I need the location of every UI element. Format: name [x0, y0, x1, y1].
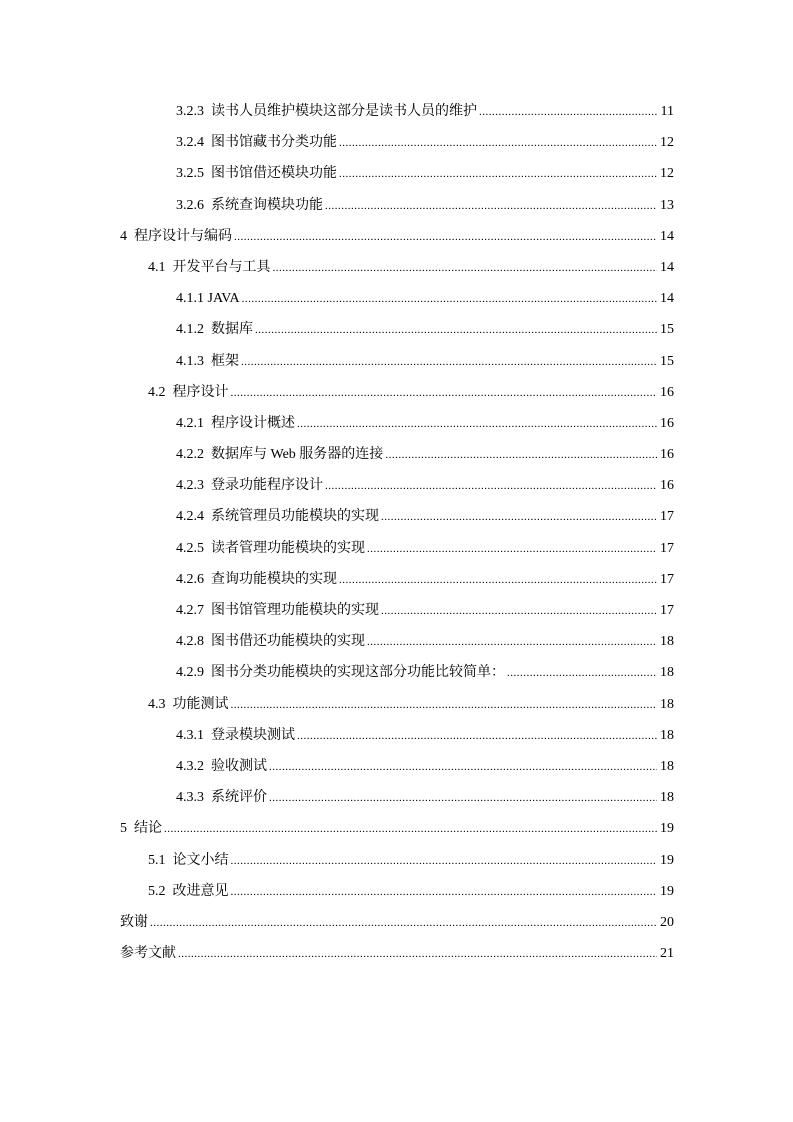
toc-entry-number: 4.3.1 — [176, 727, 204, 743]
toc-entry-title — [176, 439, 383, 470]
toc-entry-page: 14 — [660, 228, 674, 244]
dot-leader — [231, 690, 658, 721]
toc-entry-page: 14 — [660, 259, 674, 275]
toc-entry-title — [176, 408, 295, 439]
dot-leader — [269, 752, 657, 783]
toc-entry-title — [148, 252, 271, 283]
toc-entry-title — [176, 470, 323, 501]
toc-entry-number: 5.1 — [148, 852, 166, 868]
toc-entry-page: 16 — [660, 415, 674, 431]
toc-entry-title — [176, 314, 253, 345]
toc-entry-text: 功能测试 — [172, 696, 229, 712]
toc-entry-number: 4.2.2 — [176, 447, 204, 463]
toc-entry[interactable] — [120, 158, 674, 189]
dot-leader — [385, 440, 657, 471]
toc-entry-text: 框架 — [211, 353, 239, 369]
toc-entry[interactable] — [120, 845, 674, 876]
toc-entry-title — [176, 501, 379, 532]
toc-entry-text: 登录功能程序设计 — [211, 478, 323, 494]
toc-entry-text: 系统查询模块功能 — [211, 197, 323, 213]
toc-entry-title — [148, 845, 229, 876]
dot-leader — [164, 814, 657, 845]
dot-leader — [297, 721, 657, 752]
toc-entry[interactable] — [120, 626, 674, 657]
dot-leader — [150, 908, 657, 939]
toc-entry-number: 4.2 — [148, 384, 166, 400]
toc-entry-number: 4.2.4 — [176, 509, 204, 525]
dot-leader — [479, 97, 658, 128]
toc-entry-text: 系统管理员功能模块的实现 — [211, 509, 379, 525]
toc-entry-title — [176, 533, 365, 564]
toc-entry[interactable] — [120, 221, 674, 252]
toc-entry-page: 19 — [660, 883, 674, 899]
toc-entry-number: 5.2 — [148, 883, 166, 899]
dot-leader — [273, 253, 658, 284]
toc-entry-number: 4.1.1 — [176, 291, 204, 307]
toc-entry[interactable] — [120, 938, 674, 969]
toc-entry-page: 19 — [660, 821, 674, 837]
toc-entry[interactable] — [120, 470, 674, 501]
toc-entry-number: 3.2.5 — [176, 166, 204, 182]
toc-entry[interactable] — [120, 689, 674, 720]
toc-entry-text: 数据库与 Web 服务器的连接 — [211, 447, 384, 463]
toc-entry-title — [176, 626, 365, 657]
toc-entry-page: 18 — [660, 790, 674, 806]
toc-entry-text: 改进意见 — [172, 883, 229, 899]
dot-leader — [339, 159, 657, 190]
toc-entry[interactable] — [120, 595, 674, 626]
toc-entry-text: 致谢 — [120, 914, 148, 930]
toc-entry-title — [176, 127, 337, 158]
toc-entry-text: 系统评价 — [211, 790, 267, 806]
toc-entry-text: 图书馆借还模块功能 — [211, 166, 337, 182]
toc-entry-title — [176, 595, 379, 626]
dot-leader — [325, 191, 657, 222]
toc-entry-text: 参考文献 — [120, 946, 176, 962]
dot-leader — [231, 378, 658, 409]
toc-entry-page: 18 — [660, 696, 674, 712]
dot-leader — [367, 534, 657, 565]
toc-entry-title — [176, 346, 239, 377]
toc-entry-title — [176, 283, 240, 314]
toc-entry[interactable] — [120, 314, 674, 345]
toc-entry[interactable] — [120, 657, 674, 688]
toc-entry-page: 17 — [660, 540, 674, 556]
toc-entry-page: 17 — [660, 571, 674, 587]
toc-entry-page: 12 — [660, 135, 674, 151]
toc-entry[interactable] — [120, 408, 674, 439]
toc-entry[interactable] — [120, 907, 674, 938]
toc-entry-text: 读书人员维护模块这部分是读书人员的维护 — [211, 104, 477, 119]
toc-entry-number: 4.3 — [148, 696, 166, 712]
dot-leader — [231, 846, 658, 877]
toc-entry-title — [176, 190, 323, 221]
toc-entry-page: 18 — [660, 634, 674, 650]
toc-entry-number: 5 — [120, 821, 127, 837]
toc-entry[interactable] — [120, 127, 674, 158]
toc-entry-number: 3.2.4 — [176, 135, 204, 151]
toc-entry-page: 16 — [660, 478, 674, 494]
toc-entry-title — [148, 876, 229, 907]
toc-entry-number: 3.2.3 — [176, 104, 204, 119]
toc-entry-number: 4.2.1 — [176, 415, 204, 431]
dot-leader — [381, 502, 657, 533]
toc-entry[interactable] — [120, 377, 674, 408]
toc-entry-text: 程序设计与编码 — [134, 228, 232, 244]
toc-entry-text: 开发平台与工具 — [172, 259, 271, 275]
toc-entry-number: 4.2.6 — [176, 571, 204, 587]
toc-entry[interactable] — [120, 813, 674, 844]
toc-entry[interactable] — [120, 501, 674, 532]
toc-entry[interactable] — [120, 346, 674, 377]
toc-entry[interactable] — [120, 283, 674, 314]
toc-entry-number: 4.2.3 — [176, 478, 204, 494]
toc-entry-title — [120, 221, 232, 252]
toc-entry-page: 15 — [660, 322, 674, 338]
dot-leader — [234, 222, 657, 253]
toc-entry-page: 18 — [660, 758, 674, 774]
toc-entry-text: 结论 — [134, 821, 162, 837]
toc-entry-page: 15 — [660, 353, 674, 369]
toc-entry-title — [176, 720, 295, 751]
toc-entry-title — [120, 907, 148, 938]
toc-entry-text: 图书馆藏书分类功能 — [211, 135, 337, 151]
table-of-contents — [120, 96, 674, 969]
toc-entry[interactable] — [120, 720, 674, 751]
toc-entry-text: 论文小结 — [172, 852, 229, 868]
toc-entry-title — [176, 751, 267, 782]
dot-leader — [255, 315, 657, 346]
dot-leader — [297, 409, 657, 440]
dot-leader — [178, 939, 657, 970]
toc-entry[interactable] — [120, 96, 674, 127]
toc-entry-number: 4.3.3 — [176, 790, 204, 806]
dot-leader — [381, 596, 657, 627]
toc-entry-number: 4.2.9 — [176, 665, 204, 681]
toc-entry-page: 14 — [660, 291, 674, 307]
toc-entry-page: 11 — [660, 104, 674, 119]
dot-leader — [367, 627, 657, 658]
toc-entry[interactable] — [120, 190, 674, 221]
toc-entry-title — [176, 782, 267, 813]
toc-entry-title — [176, 657, 505, 688]
toc-entry-number: 4.3.2 — [176, 758, 204, 774]
toc-entry-title — [120, 938, 176, 969]
toc-entry[interactable] — [120, 252, 674, 283]
toc-entry-page: 17 — [660, 509, 674, 525]
toc-entry-title — [120, 813, 162, 844]
dot-leader — [339, 565, 657, 596]
toc-entry-text: 图书馆管理功能模块的实现 — [211, 603, 379, 618]
toc-entry-page: 12 — [660, 166, 674, 182]
toc-entry-page: 18 — [660, 727, 674, 743]
toc-entry-title — [176, 96, 477, 127]
toc-entry-title — [176, 564, 337, 595]
toc-entry-title — [176, 158, 337, 189]
toc-entry-number: 4.1 — [148, 259, 166, 275]
dot-leader — [242, 284, 657, 315]
toc-entry[interactable] — [120, 564, 674, 595]
toc-entry-number: 4.2.7 — [176, 603, 204, 618]
toc-entry-page: 17 — [660, 603, 674, 618]
toc-entry-number: 4.2.5 — [176, 540, 204, 556]
toc-entry-page: 18 — [660, 665, 674, 681]
toc-entry-text: 查询功能模块的实现 — [211, 571, 337, 587]
toc-entry-page: 16 — [660, 384, 674, 400]
toc-entry-text: 读者管理功能模块的实现 — [211, 540, 365, 556]
toc-entry-text: 程序设计概述 — [211, 415, 295, 431]
toc-entry-text: 图书分类功能模块的实现这部分功能比较简单： — [211, 665, 505, 681]
dot-leader — [241, 347, 657, 378]
toc-entry[interactable] — [120, 782, 674, 813]
toc-entry-number: 4.1.3 — [176, 353, 204, 369]
toc-entry-page: 20 — [660, 914, 674, 930]
toc-entry[interactable] — [120, 533, 674, 564]
toc-entry-text: 图书借还功能模块的实现 — [211, 634, 365, 650]
toc-entry[interactable] — [120, 876, 674, 907]
toc-entry-title — [148, 377, 229, 408]
toc-entry-text: 数据库 — [211, 322, 253, 338]
toc-entry-text: 登录模块测试 — [211, 727, 295, 743]
toc-entry-text: JAVA — [207, 291, 240, 307]
toc-entry-number: 3.2.6 — [176, 197, 204, 213]
toc-entry[interactable] — [120, 439, 674, 470]
toc-entry-title — [148, 689, 229, 720]
toc-entry-number: 4.1.2 — [176, 322, 204, 338]
toc-entry-page: 13 — [660, 197, 674, 213]
dot-leader — [325, 471, 657, 502]
dot-leader — [269, 783, 657, 814]
dot-leader — [339, 128, 657, 159]
toc-entry-text: 程序设计 — [172, 384, 229, 400]
toc-entry-number: 4 — [120, 228, 127, 244]
toc-entry-page: 19 — [660, 852, 674, 868]
toc-entry-number: 4.2.8 — [176, 634, 204, 650]
dot-leader — [507, 658, 657, 689]
toc-entry[interactable] — [120, 751, 674, 782]
toc-entry-page: 16 — [660, 447, 674, 463]
toc-entry-text: 验收测试 — [211, 758, 267, 774]
toc-entry-page: 21 — [660, 946, 674, 962]
dot-leader — [231, 877, 658, 908]
